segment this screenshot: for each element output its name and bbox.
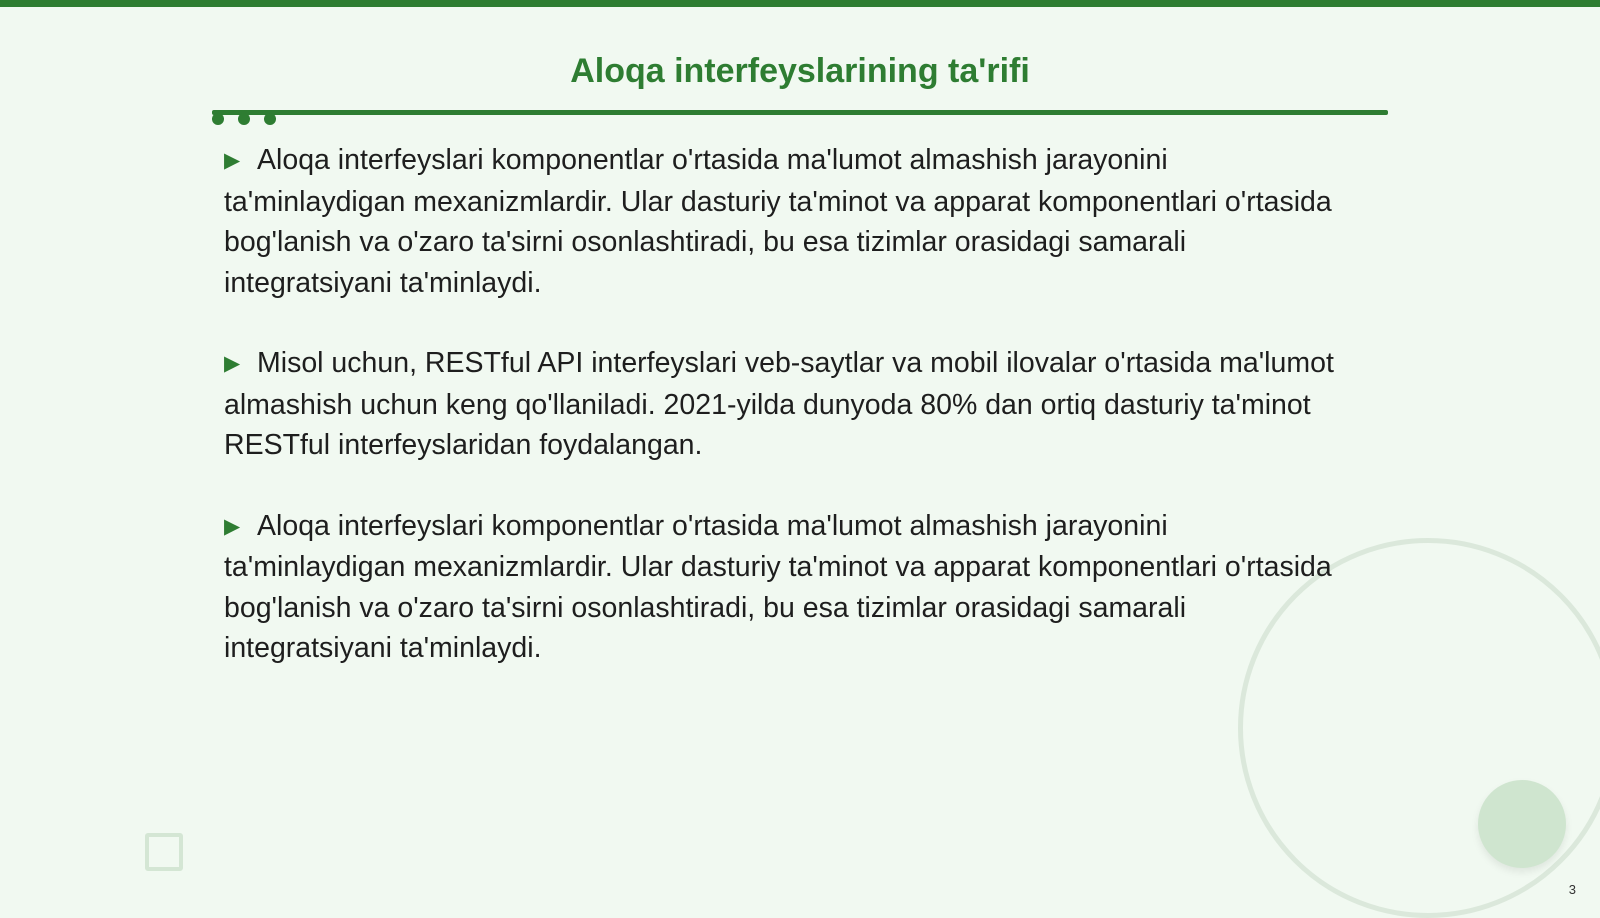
bullet-paragraph [224, 506, 1354, 669]
bullet-paragraph [224, 343, 1354, 466]
bullet-arrow-icon: ▶ [224, 352, 241, 375]
bullet-paragraph [224, 140, 1354, 303]
bullet-arrow-icon: ▶ [224, 149, 241, 172]
decorative-dot [212, 113, 224, 125]
decorative-square [145, 833, 183, 871]
decorative-dot [238, 113, 250, 125]
page-number: 3 [1568, 882, 1576, 897]
paragraph-text: Misol uchun, RESTful API interfeyslari veb-saytlar va mobil ilovalar o'rtasida ma'lumot almashish uchun keng qo'llaniladi. 2021-yilda dunyoda 80% dan ortiq dasturiy ta'minot RESTful interfeyslaridan foydalangan. [224, 347, 1334, 461]
decorative-circle [1478, 780, 1566, 868]
paragraph-text: Aloqa interfeyslari komponentlar o'rtasida ma'lumot almashish jarayonini ta'minlaydigan mexanizmlardir. Ular dasturiy ta'minot va apparat komponentlari o'rtasida bog'lanish va o'zaro ta'sirni osonlashtiradi, bu esa tizimlar orasidagi samarali integratsiyani ta'minlaydi. [224, 509, 1332, 664]
top-accent-bar [0, 0, 1600, 7]
decorative-dot [264, 113, 276, 125]
slide-body [224, 140, 1354, 709]
title-underline [212, 110, 1388, 115]
bullet-arrow-icon: ▶ [224, 514, 241, 538]
slide-title: Aloqa interfeyslarining ta'rifi [570, 52, 1030, 90]
paragraph-text: Aloqa interfeyslari komponentlar o'rtasida ma'lumot almashish jarayonini ta'minlaydigan mexanizmlardir. Ular dasturiy ta'minot va apparat komponentlari o'rtasida bog'lanish va o'zaro ta'sirni osonlashtiradi, bu esa tizimlar orasidagi samarali integratsiyani ta'minlaydi. [224, 144, 1332, 299]
